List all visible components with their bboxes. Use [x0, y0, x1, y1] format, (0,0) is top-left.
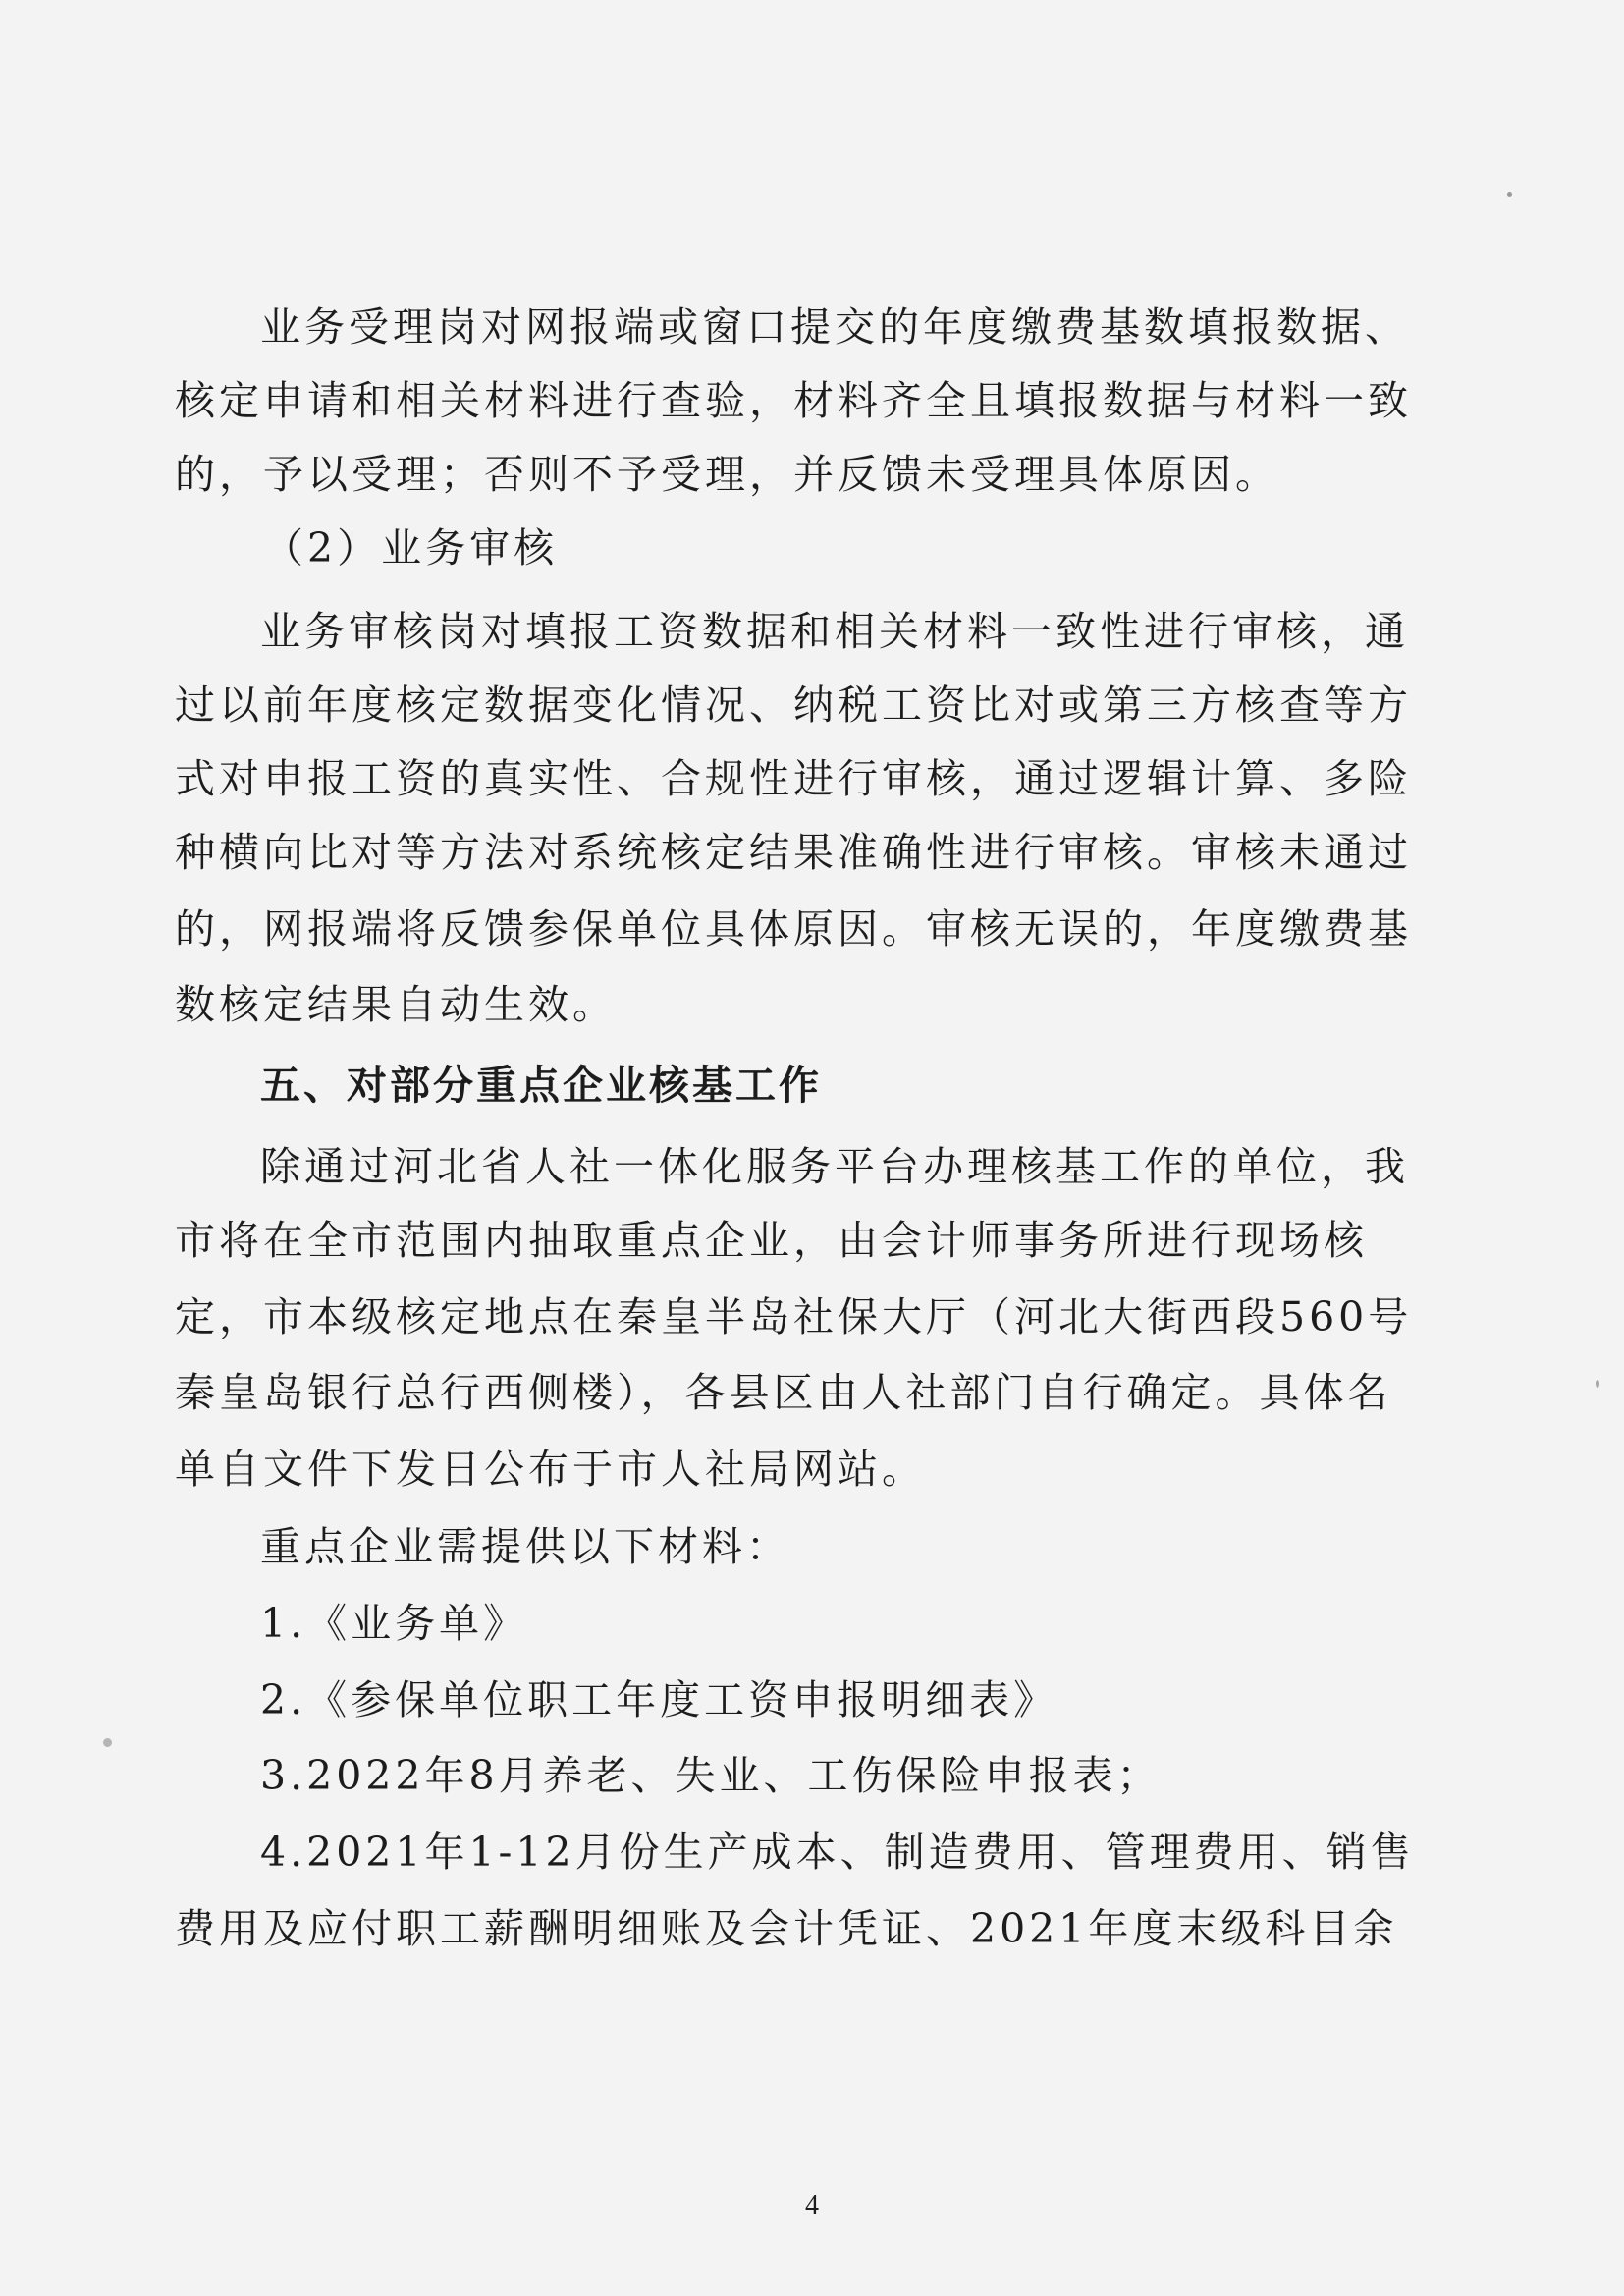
paragraph-line-14: 定，市本级核定地点在秦皇半岛社保大厅（河北大街西段560号	[175, 1293, 1413, 1340]
material-item-4-continued: 费用及应付职工薪酬明细账及会计凭证、2021年度末级科目余	[175, 1905, 1398, 1952]
paragraph-line-10: 数核定结果自动生效。	[175, 981, 617, 1028]
material-item-3: 3.2022年8月养老、失业、工伤保险申报表；	[260, 1752, 1162, 1799]
paragraph-line-2: 核定申请和相关材料进行查验，材料齐全且填报数据与材料一致	[175, 377, 1412, 424]
paragraph-line-5: 业务审核岗对填报工资数据和相关材料一致性进行审核，通	[260, 608, 1409, 655]
page-number: 4	[805, 2190, 819, 2220]
paragraph-line-6: 过以前年度核定数据变化情况、纳税工资比对或第三方核查等方	[175, 682, 1412, 729]
material-item-4: 4.2021年1-12月份生产成本、制造费用、管理费用、销售	[260, 1829, 1415, 1876]
material-item-2: 2.《参保单位职工年度工资申报明细表》	[260, 1676, 1058, 1723]
scan-speck	[103, 1738, 112, 1747]
paragraph-line-9: 的，网报端将反馈参保单位具体原因。审核无误的，年度缴费基	[175, 905, 1412, 953]
materials-intro: 重点企业需提供以下材料：	[260, 1523, 790, 1570]
paragraph-line-8: 种横向比对等方法对系统核定结果准确性进行审核。审核未通过	[175, 829, 1412, 876]
paragraph-line-12: 除通过河北省人社一体化服务平台办理核基工作的单位，我	[260, 1143, 1409, 1190]
paragraph-line-1: 业务受理岗对网报端或窗口提交的年度缴费基数填报数据、	[260, 303, 1409, 351]
scan-speck	[1596, 1380, 1599, 1388]
section-heading-5: 五、对部分重点企业核基工作	[260, 1062, 822, 1109]
paragraph-line-16: 单自文件下发日公布于市人社局网站。	[175, 1446, 926, 1493]
paragraph-line-13: 市将在全市范围内抽取重点企业，由会计师事务所进行现场核	[175, 1217, 1368, 1264]
scan-speck	[1507, 192, 1512, 197]
subheading-business-review: （2）业务审核	[263, 524, 559, 572]
material-item-1: 1.《业务单》	[260, 1600, 528, 1647]
paragraph-line-7: 式对申报工资的真实性、合规性进行审核，通过逻辑计算、多险	[175, 755, 1412, 802]
paragraph-line-3: 的，予以受理；否则不予受理，并反馈未受理具体原因。	[175, 451, 1279, 498]
paragraph-line-15: 秦皇岛银行总行西侧楼），各县区由人社部门自行确定。具体名	[175, 1369, 1392, 1416]
